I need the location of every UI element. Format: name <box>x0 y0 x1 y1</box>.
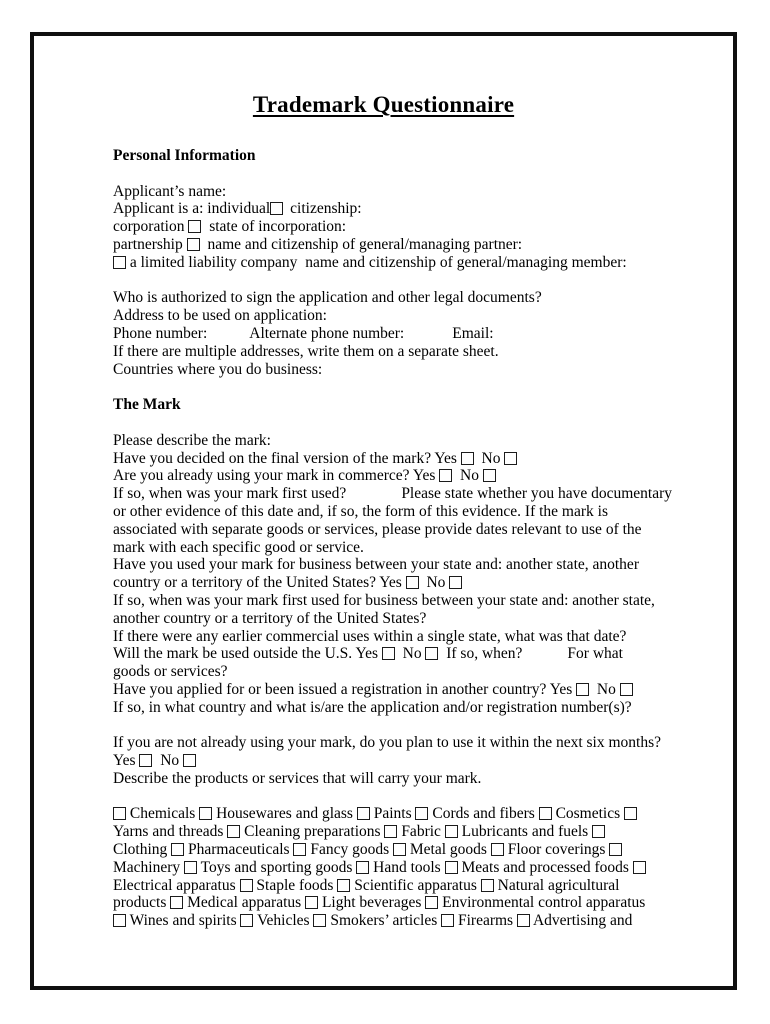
doc-line <box>113 610 707 628</box>
checkbox[interactable] <box>356 861 369 874</box>
gap-spacer <box>522 657 567 658</box>
checkbox[interactable] <box>517 914 530 927</box>
doc-line <box>113 645 707 663</box>
gap-spacer <box>404 337 452 338</box>
checkbox[interactable] <box>113 256 126 269</box>
doc-line <box>113 841 707 859</box>
doc-text: Email: <box>452 324 494 342</box>
checkbox[interactable] <box>240 914 253 927</box>
checkbox[interactable] <box>313 914 326 927</box>
doc-text: Smokers’ articles <box>326 912 442 930</box>
page-border <box>30 32 737 990</box>
doc-text: Cleaning preparations <box>240 823 385 841</box>
doc-text: If there were any earlier commercial uses within a single state, what was that date? <box>113 627 627 645</box>
blank-line <box>113 414 707 432</box>
doc-line <box>113 485 707 503</box>
doc-line <box>113 183 707 201</box>
doc-line <box>113 521 707 539</box>
doc-line <box>113 343 707 361</box>
doc-text: Firearms <box>454 912 517 930</box>
doc-line <box>113 503 707 521</box>
checkbox[interactable] <box>620 683 633 696</box>
doc-line <box>113 432 707 450</box>
doc-text: No <box>589 680 620 698</box>
doc-line <box>113 289 707 307</box>
doc-text: The Mark <box>113 396 181 414</box>
doc-text: name and citizenship of general/managing member: <box>305 253 627 271</box>
blank-line <box>113 788 707 806</box>
section-heading <box>113 396 707 414</box>
blank-line <box>113 378 707 396</box>
gap-spacer <box>346 497 401 498</box>
doc-text: Are you already using your mark in commerce? Yes <box>113 467 440 485</box>
doc-line <box>113 307 707 325</box>
doc-text: For what <box>567 645 623 663</box>
doc-text: No <box>394 645 426 663</box>
doc-text: Have you decided on the final version of the mark? Yes <box>113 449 461 467</box>
doc-text: Who is authorized to sign the application and other legal documents? <box>113 289 542 307</box>
checkbox[interactable] <box>592 825 605 838</box>
doc-text: Lubricants and fuels <box>457 823 593 841</box>
doc-text: Pharmaceuticals <box>184 841 294 859</box>
doc-text: If so, when was your mark first used for business between your state and: another state, <box>113 591 655 609</box>
checkbox[interactable] <box>357 807 370 820</box>
doc-body <box>113 147 707 930</box>
checkbox[interactable] <box>481 879 494 892</box>
doc-text: state of incorporation: <box>205 218 347 236</box>
doc-text: No <box>452 467 483 485</box>
doc-line <box>113 681 707 699</box>
checkbox[interactable] <box>445 861 458 874</box>
doc-text: Applicant is a: individual <box>113 200 271 218</box>
doc-line <box>113 450 707 468</box>
checkbox[interactable] <box>384 825 397 838</box>
checkbox[interactable] <box>445 825 458 838</box>
doc-line <box>113 556 707 574</box>
checkbox[interactable] <box>504 452 517 465</box>
checkbox[interactable] <box>439 469 452 482</box>
doc-text: Paints <box>369 805 416 823</box>
doc-title-text: Trademark Questionnaire <box>252 92 515 117</box>
checkbox[interactable] <box>113 914 126 927</box>
checkbox[interactable] <box>624 807 637 820</box>
doc-text: Staple foods <box>252 876 338 894</box>
doc-line <box>113 699 707 717</box>
section-heading <box>113 147 707 165</box>
doc-text: If you are not already using your mark, do you plan to use it within the next six months? <box>113 734 661 752</box>
checkbox[interactable] <box>240 879 253 892</box>
doc-line <box>113 734 707 752</box>
doc-text: Wines and spirits <box>126 912 241 930</box>
doc-text: Fabric <box>397 823 445 841</box>
doc-line <box>113 877 707 895</box>
doc-title <box>34 88 733 121</box>
checkbox[interactable] <box>171 843 184 856</box>
doc-text: Advertising and <box>529 912 633 930</box>
checkbox[interactable] <box>184 861 197 874</box>
checkbox[interactable] <box>539 807 552 820</box>
doc-text: Scientific apparatus <box>350 876 481 894</box>
doc-text: Please describe the mark: <box>113 431 271 449</box>
doc-text: country or a territory of the United States? Yes <box>113 574 406 592</box>
doc-text: goods or services? <box>113 663 228 681</box>
doc-text: Personal Information <box>113 147 256 164</box>
doc-line <box>113 218 707 236</box>
doc-text: No <box>152 752 184 770</box>
checkbox[interactable] <box>199 807 212 820</box>
checkbox[interactable] <box>633 861 646 874</box>
doc-line <box>113 912 707 930</box>
doc-text: Cords and fibers <box>428 805 539 823</box>
doc-text: a limited liability company <box>126 253 302 271</box>
checkbox[interactable] <box>188 220 201 233</box>
doc-text: Medical apparatus <box>183 894 306 912</box>
doc-text: Vehicles <box>253 912 314 930</box>
doc-text: If so, in what country and what is/are the application and/or registration number(s)? <box>113 698 632 716</box>
doc-text: associated with separate goods or services, please provide dates relevant to use of the <box>113 520 642 538</box>
doc-text: another country or a territory of the United States? <box>113 609 427 627</box>
doc-text: Please state whether you have documentary <box>401 485 673 503</box>
checkbox[interactable] <box>305 896 318 909</box>
checkbox[interactable] <box>270 202 283 215</box>
doc-line <box>113 325 707 343</box>
checkbox[interactable] <box>449 576 462 589</box>
doc-text: Countries where you do business: <box>113 360 323 378</box>
blank-line <box>113 165 707 183</box>
checkbox[interactable] <box>183 754 196 767</box>
checkbox[interactable] <box>406 576 419 589</box>
doc-text: Have you applied for or been issued a registration in another country? Yes <box>113 680 577 698</box>
checkbox[interactable] <box>187 238 200 251</box>
gap-spacer <box>207 337 249 338</box>
doc-line <box>113 592 707 610</box>
checkbox[interactable] <box>382 647 395 660</box>
doc-text: Machinery <box>113 858 185 876</box>
checkbox[interactable] <box>415 807 428 820</box>
doc-text: Toys and sporting goods <box>197 858 357 876</box>
checkbox[interactable] <box>425 647 438 660</box>
doc-text: No <box>473 449 505 467</box>
checkbox[interactable] <box>393 843 406 856</box>
doc-text: Hand tools <box>369 858 445 876</box>
doc-text: corporation <box>113 218 189 236</box>
doc-text: mark with each specific good or service. <box>113 538 364 556</box>
doc-text: If there are multiple addresses, write them on a separate sheet. <box>113 342 499 360</box>
doc-text: or other evidence of this date and, if so, the form of this evidence. If the mark is <box>113 502 608 520</box>
checkbox[interactable] <box>170 896 183 909</box>
checkbox[interactable] <box>576 683 589 696</box>
doc-text: Clothing <box>113 841 172 859</box>
doc-text: Yes <box>113 752 140 770</box>
doc-text: If so, when? <box>438 645 523 663</box>
doc-line <box>113 539 707 557</box>
doc-line <box>113 823 707 841</box>
blank-line <box>113 272 707 290</box>
doc-text: No <box>418 574 450 592</box>
checkbox[interactable] <box>425 896 438 909</box>
checkbox[interactable] <box>139 754 152 767</box>
doc-line <box>113 663 707 681</box>
document-content <box>34 36 733 930</box>
doc-text: Cosmetics <box>551 805 625 823</box>
checkbox[interactable] <box>227 825 240 838</box>
doc-text: Meats and processed foods <box>457 858 633 876</box>
checkbox[interactable] <box>609 843 622 856</box>
doc-text: Natural agricultural <box>493 876 620 894</box>
doc-text: Phone number: <box>113 324 208 342</box>
doc-text: Have you used your mark for business between your state and: another state, another <box>113 556 639 574</box>
doc-text: Floor coverings <box>503 841 610 859</box>
checkbox[interactable] <box>441 914 454 927</box>
doc-text: name and citizenship of general/managing partner: <box>203 235 523 253</box>
doc-text: products <box>113 894 171 912</box>
doc-text: Alternate phone number: <box>249 324 405 342</box>
doc-line <box>113 770 707 788</box>
doc-text: Address to be used on application: <box>113 307 327 325</box>
doc-text: Describe the products or services that will carry your mark. <box>113 769 482 787</box>
doc-text: Chemicals <box>126 805 200 823</box>
checkbox[interactable] <box>491 843 504 856</box>
doc-text: Will the mark be used outside the U.S. Yes <box>113 645 382 663</box>
doc-line <box>113 628 707 646</box>
doc-text: Metal goods <box>406 841 491 859</box>
doc-text: partnership <box>113 235 187 253</box>
doc-line <box>113 752 707 770</box>
doc-line <box>113 574 707 592</box>
doc-text: Yarns and threads <box>113 823 228 841</box>
blank-line <box>113 717 707 735</box>
doc-line <box>113 361 707 379</box>
doc-text: Light beverages <box>318 894 426 912</box>
doc-line <box>113 859 707 877</box>
doc-line <box>113 200 707 218</box>
checkbox[interactable] <box>337 879 350 892</box>
doc-line <box>113 467 707 485</box>
doc-line <box>113 236 707 254</box>
checkbox[interactable] <box>461 452 474 465</box>
doc-text: If so, when was your mark first used? <box>113 485 347 503</box>
doc-text: Electrical apparatus <box>113 876 240 894</box>
doc-line <box>113 894 707 912</box>
doc-text: Applicant’s name: <box>113 182 227 200</box>
doc-line <box>113 254 707 272</box>
doc-text: Housewares and glass <box>212 805 357 823</box>
doc-text: citizenship: <box>290 200 362 218</box>
checkbox[interactable] <box>293 843 306 856</box>
doc-text: Environmental control apparatus <box>438 894 646 912</box>
doc-text: Fancy goods <box>306 841 394 859</box>
checkbox[interactable] <box>483 469 496 482</box>
checkbox[interactable] <box>113 807 126 820</box>
doc-line <box>113 805 707 823</box>
